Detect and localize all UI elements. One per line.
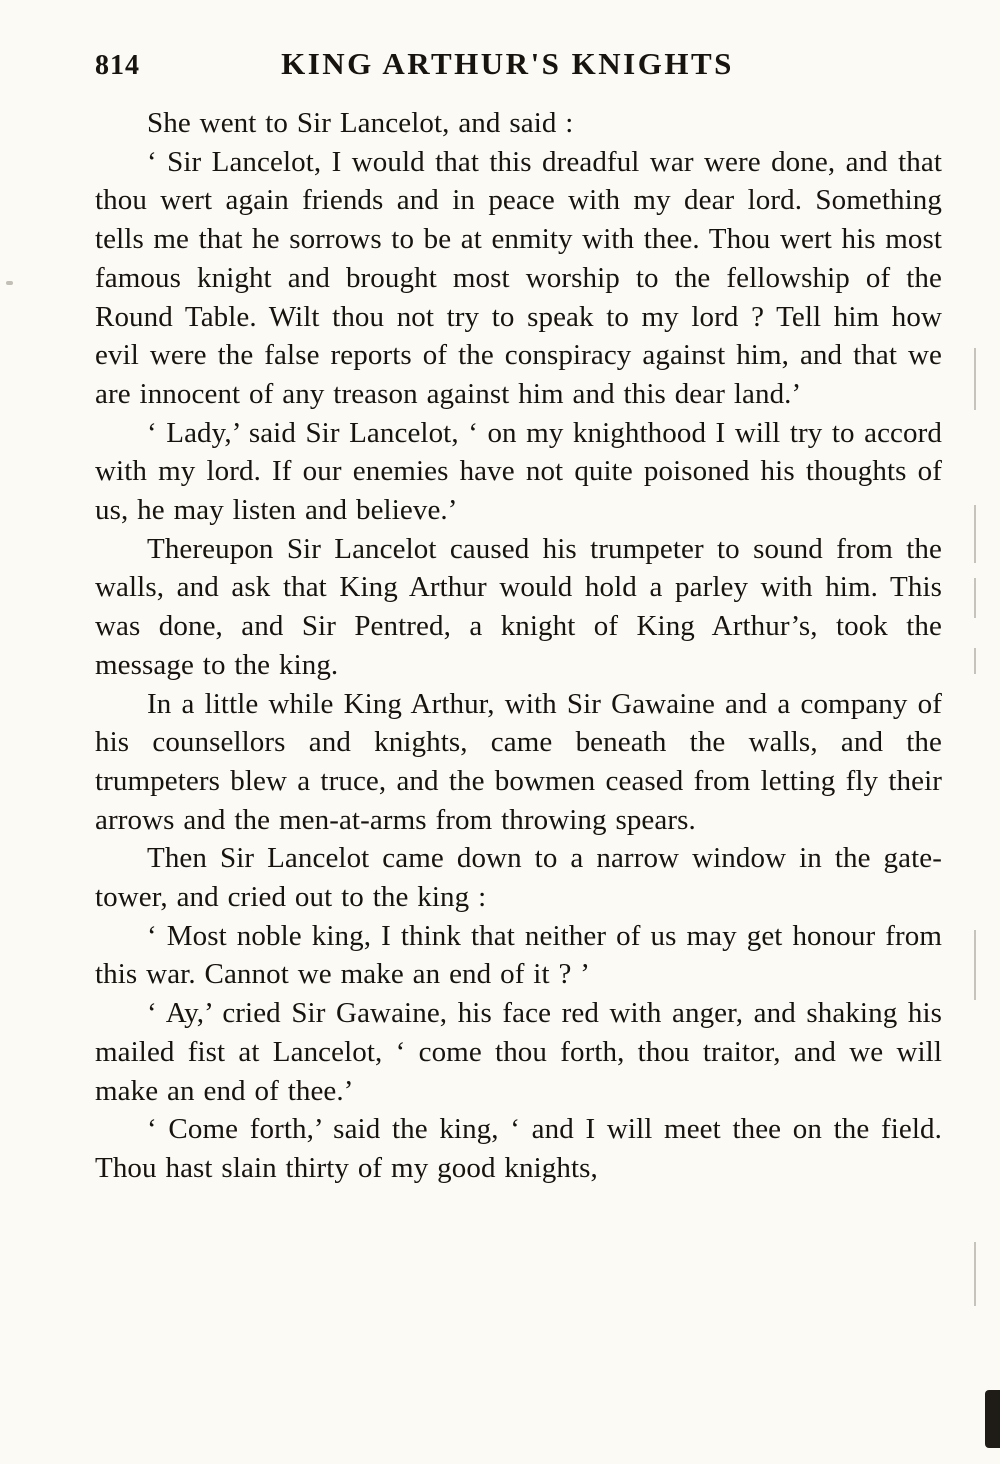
scan-artifact-dot bbox=[6, 281, 13, 285]
page-number: 814 bbox=[95, 50, 140, 81]
page-body bbox=[95, 104, 942, 1188]
scan-artifact-mark bbox=[974, 505, 976, 563]
paragraph: ‘ Sir Lancelot, I would that this dreadful war were done, and that thou wert again friends and in peace with my dear lord. Something tells me that he sorrows to be at enmity with thee. Thou wert his most famous knight and brought most worship to the fellowship of the Round Table. Wilt thou not try to speak to my lord ? Tell him how evil were the false reports of the conspiracy against him, and that we are innocent of any treason against him and this dear land.’ bbox=[95, 145, 942, 410]
paragraph: Thereupon Sir Lancelot caused his trumpeter to sound from the walls, and ask that King Arthur would hold a parley with him. This was done, and Sir Pentred, a knight of King Arthur’s, took the message to the king. bbox=[95, 532, 942, 681]
paragraph: ‘ Come forth,’ said the king, ‘ and I will meet thee on the field. Thou hast slain thirty of my good knights, bbox=[95, 1113, 942, 1184]
scan-artifact-mark bbox=[974, 648, 976, 674]
running-header bbox=[95, 46, 940, 82]
paragraph: In a little while King Arthur, with Sir Gawaine and a company of his counsellors and knights, came beneath the walls, and the trumpeters blew a truce, and the bowmen ceased from letting fly their arrows and the men-at-arms from throwing spears. bbox=[95, 687, 942, 836]
paragraph: ‘ Ay,’ cried Sir Gawaine, his face red with anger, and shaking his mailed fist at Lancelot, ‘ come thou forth, thou traitor, and we will make an end of thee.’ bbox=[95, 997, 942, 1107]
scan-artifact-mark bbox=[974, 348, 976, 410]
paragraph: She went to Sir Lancelot, and said : bbox=[147, 107, 574, 139]
paragraph: ‘ Lady,’ said Sir Lancelot, ‘ on my knighthood I will try to accord with my lord. If our enemies have not quite poisoned his thoughts of us, he may listen and believe.’ bbox=[95, 416, 942, 527]
running-title: KING ARTHUR'S KNIGHTS bbox=[281, 46, 734, 81]
scan-artifact-mark bbox=[974, 1242, 976, 1306]
ink-blob-artifact bbox=[985, 1390, 1000, 1448]
scan-artifact-mark bbox=[974, 930, 976, 1000]
scan-artifact-mark bbox=[974, 578, 976, 618]
paragraph: Then Sir Lancelot came down to a narrow window in the gate-tower, and cried out to the king : bbox=[95, 842, 942, 914]
paragraph: ‘ Most noble king, I think that neither of us may get honour from this war. Cannot we make an end of it ? ’ bbox=[95, 919, 942, 991]
